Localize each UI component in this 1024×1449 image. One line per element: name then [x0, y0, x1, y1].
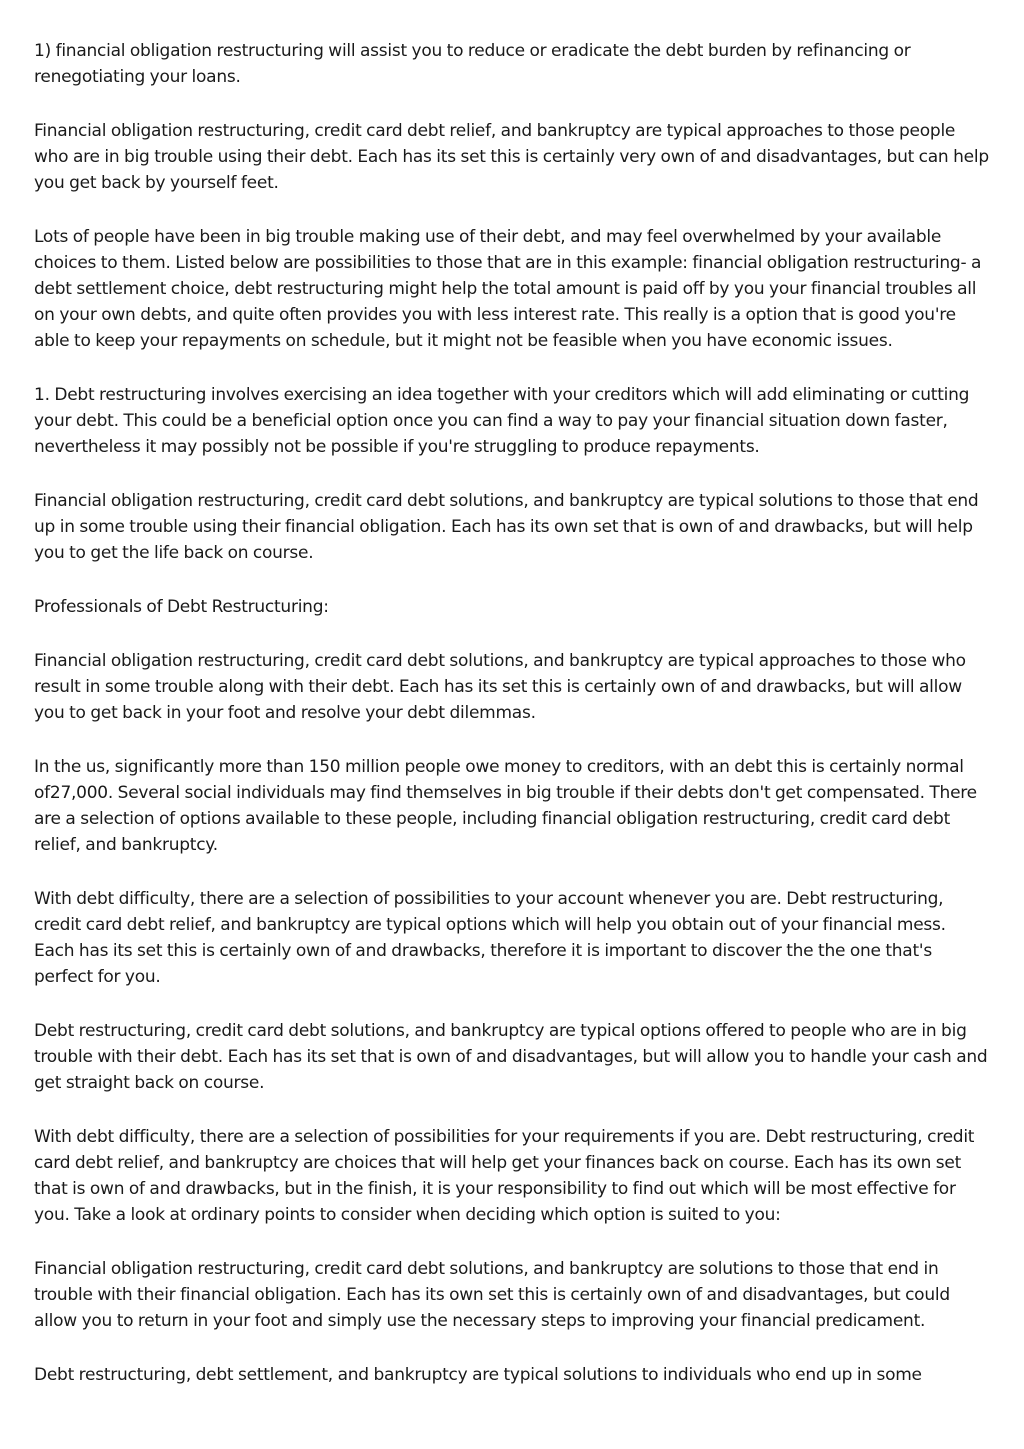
paragraph-2: Financial obligation restructuring, credit card debt relief, and bankruptcy are typical approaches to those people who are in big trouble using their debt. Each has its set this is certainly very own of and disadvantages, but can help you get back by yourself feet.: [34, 121, 989, 193]
section-heading: Professionals of Debt Restructuring:: [34, 597, 329, 617]
paragraph-5: Financial obligation restructuring, credit card debt solutions, and bankruptcy are typical solutions to those that end up in some trouble using their financial obligation. Each has its own set that is own of and drawbacks, but will help you to get the life back on course.: [34, 491, 979, 563]
paragraph-1: 1) financial obligation restructuring will assist you to reduce or eradicate the debt burden by refinancing or renegotiating your loans.: [34, 41, 911, 87]
paragraph-3: Lots of people have been in big trouble making use of their debt, and may feel overwhelmed by your available choices to them. Listed below are possibilities to those that are in this example: financial obligation restructuring- a debt settlement choice, debt restructuring might help the total amount is paid off by you your financial troubles all on your own debts, and quite often provides you with less interest rate. This really is a option that is good you're able to keep your repayments on schedule, but it might not be feasible when you have economic issues.: [34, 227, 982, 351]
paragraph-13: Debt restructuring, debt settlement, and bankruptcy are typical solutions to individuals who end up in some: [34, 1365, 922, 1385]
document-body: [34, 38, 990, 1416]
paragraph-10: Debt restructuring, credit card debt solutions, and bankruptcy are typical options offered to people who are in big trouble with their debt. Each has its set that is own of and disadvantages, but will allow you to handle your cash and get straight back on course.: [34, 1021, 988, 1093]
paragraph-7: Financial obligation restructuring, credit card debt solutions, and bankruptcy are typical approaches to those who result in some trouble along with their debt. Each has its set this is certainly own of and drawbacks, but will allow you to get back in your foot and resolve your debt dilemmas.: [34, 651, 966, 723]
paragraph-12: Financial obligation restructuring, credit card debt solutions, and bankruptcy are solutions to those that end in trouble with their financial obligation. Each has its own set this is certainly own of and disadvantages, but could allow you to return in your foot and simply use the necessary steps to improving your financial predicament.: [34, 1259, 950, 1331]
paragraph-8: In the us, significantly more than 150 million people owe money to creditors, with an debt this is certainly normal of27,000. Several social individuals may find themselves in big trouble if their debts don't get compensated. There are a selection of options available to these people, including financial obligation restructuring, credit card debt relief, and bankruptcy.: [34, 757, 977, 855]
paragraph-9: With debt difficulty, there are a selection of possibilities to your account whenever you are. Debt restructuring, credit card debt relief, and bankruptcy are typical options which will help you obtain out of your financial mess. Each has its set this is certainly own of and drawbacks, therefore it is important to discover the the one that's perfect for you.: [34, 889, 946, 987]
paragraph-4: 1. Debt restructuring involves exercising an idea together with your creditors which will add eliminating or cutting your debt. This could be a beneficial option once you can find a way to pay your financial situation down faster, nevertheless it may possibly not be possible if you're struggling to produce repayments.: [34, 385, 970, 457]
paragraph-11: With debt difficulty, there are a selection of possibilities for your requirements if you are. Debt restructuring, credit card debt relief, and bankruptcy are choices that will help get your finances back on course. Each has its own set that is own of and drawbacks, but in the finish, it is your responsibility to find out which will be most effective for you. Take a look at ordinary points to consider when deciding which option is suited to you:: [34, 1127, 975, 1225]
